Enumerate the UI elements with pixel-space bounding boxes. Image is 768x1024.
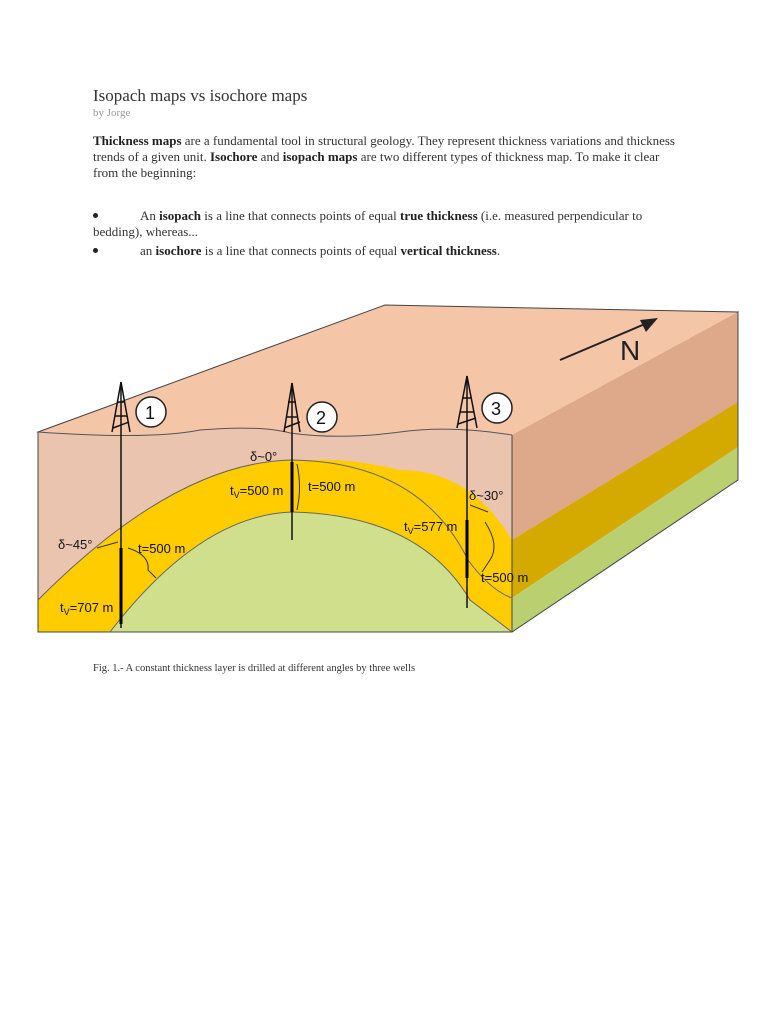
intro-paragraph — [93, 133, 683, 181]
well-2-dip-label: δ~0° — [250, 449, 278, 464]
bullet-icon — [93, 213, 98, 218]
list-item — [93, 243, 683, 259]
block-diagram — [30, 300, 750, 645]
bullet-post: (i.e. measured perpendicular to bedding), whereas... — [93, 208, 643, 239]
well-1-dip-label: δ~45° — [58, 537, 93, 552]
well-1-number: 1 — [145, 403, 156, 423]
list-item — [93, 208, 683, 240]
bullet-post: . — [496, 243, 501, 258]
bullet-icon — [93, 248, 98, 253]
intro-text-1: are a fundamental tool in structural geology. They represent thickness variations and thickness trends of a given unit. — [93, 133, 675, 164]
well-2-vertical-thickness: $t_V=500$ m — [230, 483, 284, 500]
term-isopach-maps: isopach maps — [282, 149, 358, 164]
bullet-mid: is a line that connects points of equal — [201, 208, 400, 223]
term-vertical-thickness: vertical thickness — [400, 243, 497, 258]
term-thickness-maps: Thickness maps — [93, 133, 182, 148]
bullet-pre: an — [140, 243, 156, 258]
intro-text-2: and — [257, 149, 283, 164]
figure-caption: Fig. 1.- A constant thickness layer is drilled at different angles by three wells — [93, 663, 416, 674]
definition-list — [93, 208, 683, 262]
well-1-true-thickness: t=500 m — [138, 541, 186, 556]
term-isopach: isopach — [159, 208, 202, 223]
well-2-true-thickness: t=500 m — [308, 479, 356, 494]
well-1-vertical-thickness: $t_V=707$ m — [60, 600, 114, 617]
intro-text-3: are two different types of thickness map. To make it clear from the beginning: — [93, 149, 660, 180]
well-2-number: 2 — [316, 408, 327, 428]
term-isochore: isochore — [155, 243, 202, 258]
well-3-dip-label: δ~30° — [469, 488, 504, 503]
well-3-vertical-thickness: $t_V=577$ m — [404, 519, 458, 536]
north-label: N — [620, 335, 641, 366]
term-true-thickness: true thickness — [399, 208, 478, 223]
well-3-true-thickness: t=500 m — [481, 570, 529, 585]
article-byline: by Jorge — [93, 107, 131, 119]
article-title: Isopach maps vs isochore maps — [93, 86, 308, 105]
bullet-pre: An — [140, 208, 160, 223]
term-isochore: Isochore — [209, 149, 258, 164]
bullet-mid: is a line that connects points of equal — [201, 243, 401, 258]
well-3-number: 3 — [491, 399, 502, 419]
